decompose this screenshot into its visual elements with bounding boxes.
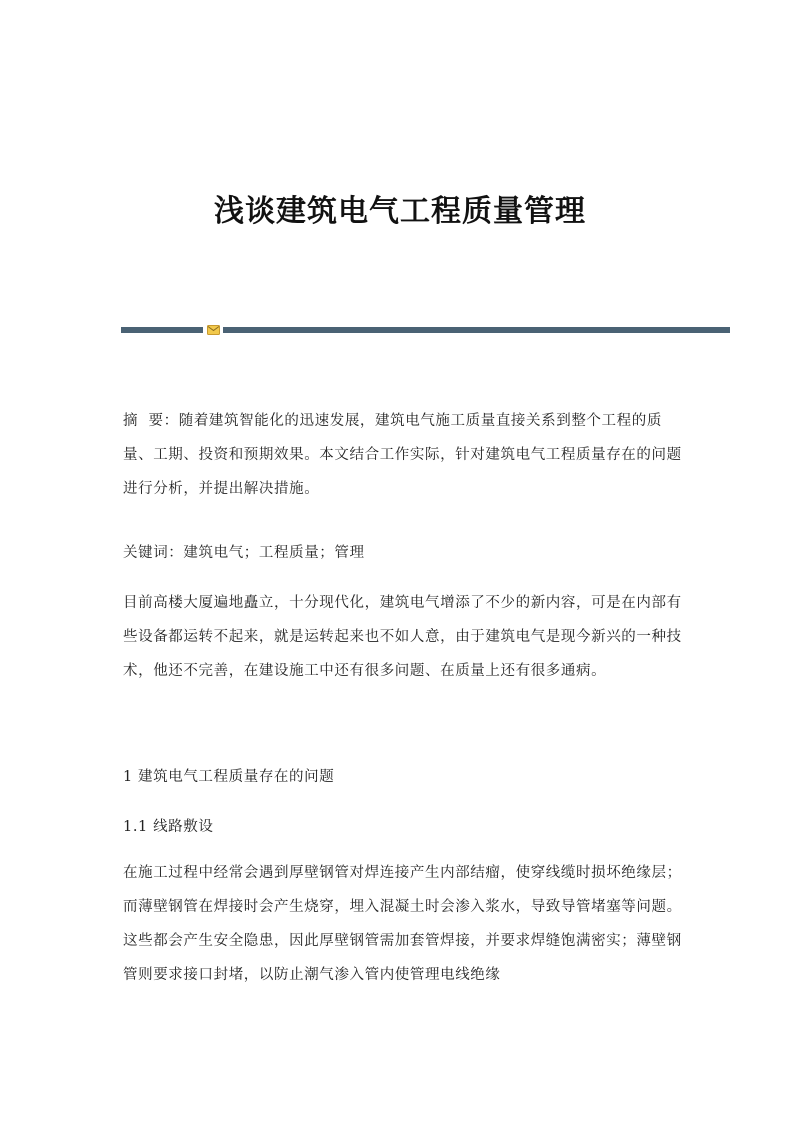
abstract-text: 随着建筑智能化的迅速发展，建筑电气施工质量直接关系到整个工程的质量、工期、投资和预期效果。本文结合工作实际，针对建筑电气工程质量存在的问题进行分析，并提出解决措施。 [123, 413, 682, 497]
abstract-paragraph [123, 404, 683, 506]
title-divider [121, 325, 730, 335]
subsection-paragraph: 在施工过程中经常会遇到厚壁钢管对焊连接产生内部结瘤，使穿线缆时损坏绝缘层；而薄壁钢管在焊接时会产生烧穿，埋入混凝土时会渗入浆水，导致导管堵塞等问题。这些都会产生安全隐患，因此厚壁钢管需加套管焊接，并要求焊缝饱满密实；薄壁钢管则要求接口封堵，以防止潮气渗入管内使管理电线绝缘 [123, 865, 682, 983]
subsection-heading: 1.1 线路敷设 [123, 819, 214, 835]
section-heading: 1 建筑电气工程质量存在的问题 [123, 769, 335, 785]
envelope-icon [207, 325, 220, 335]
abstract-label: 摘 要： [123, 413, 179, 429]
page-title: 浅谈建筑电气工程质量管理 [214, 194, 586, 229]
keywords-paragraph [123, 536, 683, 570]
divider-bar-right [223, 327, 730, 333]
keywords-label: 关键词： [123, 545, 184, 561]
divider-bar-left [121, 327, 203, 333]
keywords-text: 建筑电气；工程质量；管理 [183, 545, 365, 561]
intro-paragraph: 目前高楼大厦遍地矗立，十分现代化，建筑电气增添了不少的新内容，可是在内部有些设备都运转不起来，就是运转起来也不如人意，由于建筑电气是现今新兴的一种技术，他还不完善，在建设施工中还有很多问题、在质量上还有很多通病。 [123, 595, 682, 679]
